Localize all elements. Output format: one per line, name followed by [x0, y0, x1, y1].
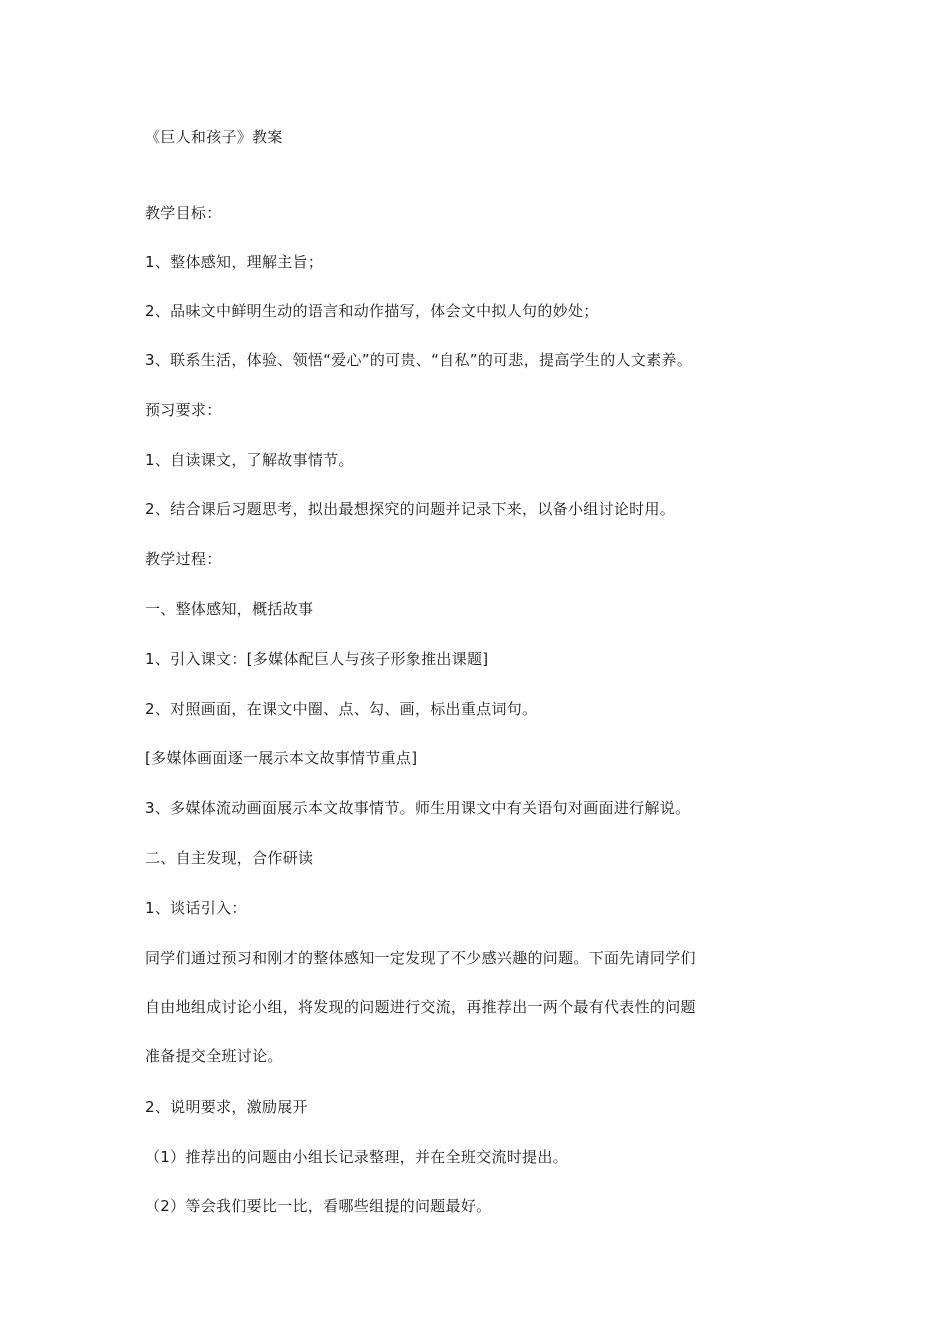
paragraph-line: 1、整体感知，理解主旨；: [145, 253, 324, 271]
subsection-heading: 二、自主发现，合作研读: [145, 849, 314, 867]
paragraph-line: 1、谈话引入：: [145, 899, 247, 917]
document-title: 《巨人和孩子》教案: [145, 128, 283, 146]
paragraph-line: 准备提交全班讨论。: [145, 1047, 283, 1065]
paragraph-line: [多媒体画面逐一展示本文故事情节重点]: [145, 749, 418, 767]
paragraph-line: 2、对照画面，在课文中圈、点、勾、画，标出重点词句。: [145, 700, 538, 718]
paragraph-line: 3、联系生活，体验、领悟“爱心”的可贵、“自私”的可悲，提高学生的人文素养。: [145, 351, 693, 369]
paragraph-line: （1）推荐出的问题由小组长记录整理，并在全班交流时提出。: [145, 1148, 568, 1166]
paragraph-line: 2、说明要求，激励展开: [145, 1098, 308, 1116]
paragraph-line: 3、多媒体流动画面展示本文故事情节。师生用课文中有关语句对画面进行解说。: [145, 799, 691, 817]
paragraph-line: （2）等会我们要比一比，看哪些组提的问题最好。: [145, 1197, 492, 1215]
section-heading-preview: 预习要求：: [145, 401, 222, 419]
paragraph-line: 2、品味文中鲜明生动的语言和动作描写，体会文中拟人句的妙处；: [145, 302, 599, 320]
section-heading-objectives: 教学目标：: [145, 204, 222, 222]
paragraph-line: 2、结合课后习题思考，拟出最想探究的问题并记录下来，以备小组讨论时用。: [145, 500, 676, 518]
subsection-heading: 一、整体感知，概括故事: [145, 600, 314, 618]
paragraph-line: 自由地组成讨论小组，将发现的问题进行交流，再推荐出一两个最有代表性的问题: [145, 998, 696, 1016]
section-heading-process: 教学过程：: [145, 550, 222, 568]
paragraph-line: 1、引入课文：[多媒体配巨人与孩子形象推出课题]: [145, 650, 489, 668]
paragraph-line: 1、自读课文，了解故事情节。: [145, 451, 354, 469]
paragraph-line: 同学们通过预习和刚才的整体感知一定发现了不少感兴趣的问题。下面先请同学们: [145, 949, 696, 967]
